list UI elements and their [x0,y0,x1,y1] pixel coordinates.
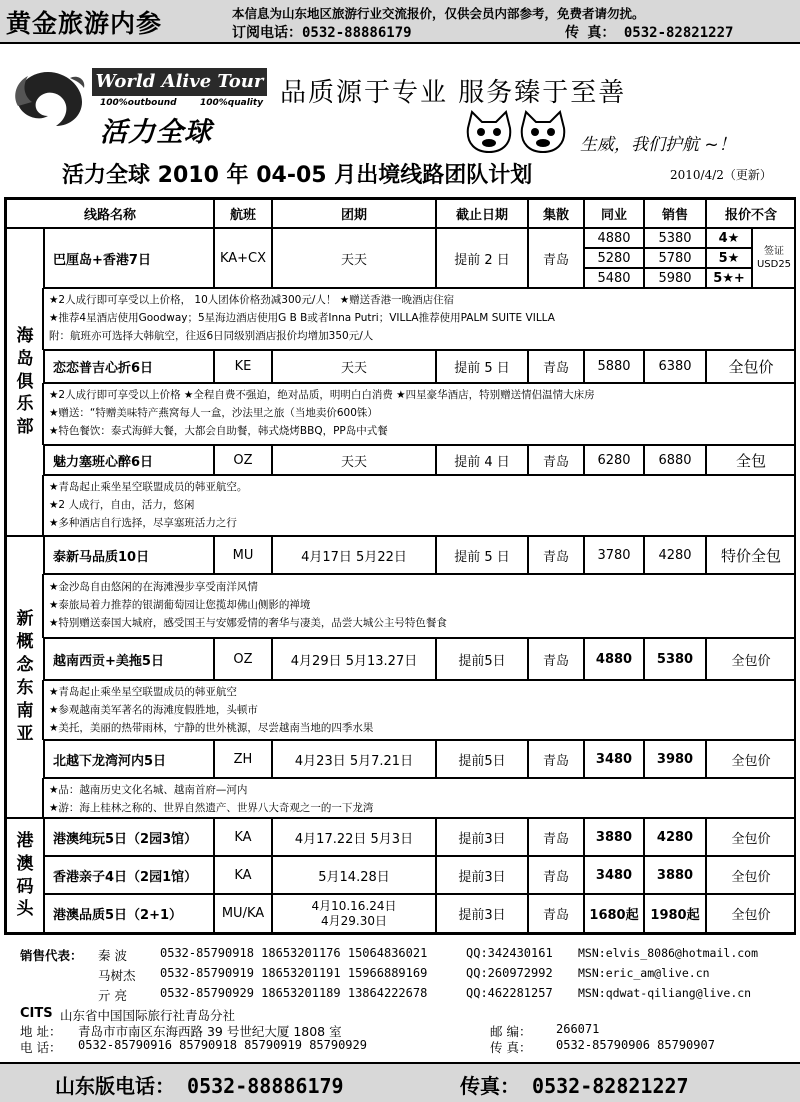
route-name: 巴厘岛+香港7日 [44,228,214,288]
route-notes [42,288,796,350]
deadline: 提前3日 [436,894,528,933]
plan-date: 2010/4/2（更新） [670,168,772,182]
tour-dates: 天天 [272,228,436,288]
logo-english-name: World Alive Tour [92,68,267,96]
hotel-star: 4★ [706,228,752,248]
note-line: ★多种酒店自行选择，尽享塞班活力之行 [49,517,237,529]
note-line: ★品：越南历史文化名城、越南首府—河内 [49,784,248,796]
price-excl: 全包价 [706,638,796,680]
cits-name: 山东省中国国际旅行社青岛分社 [60,1008,236,1023]
route-name: 香港亲子4日（2园1馆） [44,856,214,894]
group-island-club: 海岛俱乐部 [6,228,44,536]
rep-qq: QQ:462281257 [466,986,553,1000]
sale-price: 6380 [644,350,706,383]
price-excl: 全包价 [706,818,796,856]
route-notes [42,680,796,740]
sale-price: 4280 [644,536,706,574]
hotel-star: 5★ [706,248,752,268]
rep-name: 秦 波 [98,948,127,963]
price-excl: 全包 [706,445,796,475]
rep-name: 亓 亮 [98,988,127,1003]
company-slogan: 品质源于专业 服务臻于至善 [280,78,627,108]
flight: KE [214,350,272,383]
deadline: 提前 4 日 [436,445,528,475]
rep-phones: 0532-85790919 18653201191 15966889169 [160,966,428,980]
hub-city: 青岛 [528,228,584,288]
col-header-excl: 报价不含 [706,199,796,228]
bottom-fax: 传真： 0532-82821227 [460,1074,689,1098]
deadline: 提前 5 日 [436,350,528,383]
note-line: ★美托，美丽的热带雨林，宁静的世外桃源，尽尝越南当地的四季水果 [49,722,374,734]
zip-code: 266071 [556,1022,600,1036]
logo-tag-quality: 100%quality [200,98,264,108]
trade-price: 5880 [584,350,644,383]
sale-price: 3880 [644,856,706,894]
sale-price: 5380 [644,638,706,680]
rep-msn: MSN:eric_am@live.cn [578,966,710,980]
hub-city: 青岛 [528,894,584,933]
tour-dates: 5月14.28日 [272,856,436,894]
sale-price: 4280 [644,818,706,856]
tour-dates-line1: 4月10.16.24日 [311,898,397,913]
member-notice: 本信息为山东地区旅游行业交流报价，仅供会员内部参考，免费者请勿扰。 [232,6,645,21]
top-banner [0,0,800,44]
col-header-dates: 团期 [272,199,436,228]
note-line: ★参观越南美军著名的海滩度假胜地，头顿市 [49,704,258,716]
trade-price: 1680起 [584,894,644,933]
price-excl: 全包价 [706,894,796,933]
hub-city: 青岛 [528,445,584,475]
note-line: ★推荐4星酒店使用Goodway；5星海边酒店使用G B B或者Inna Putri；VILLA推荐使用PALM SUITE VILLA [49,312,555,324]
flight: KA [214,818,272,856]
note-line: ★游：海上桂林之称的、世界自然遗产、世界八大奇观之一的一下龙湾 [49,802,374,814]
visa-note: 签证 USD25 [752,228,796,288]
sale-price: 5780 [644,248,706,268]
rep-name: 马树杰 [98,968,136,983]
trade-price: 5480 [584,268,644,288]
deadline: 提前3日 [436,818,528,856]
col-header-sale: 销售 [644,199,706,228]
plan-title: 活力全球 2010 年 04-05 月出境线路团队计划 [62,163,533,188]
trade-price: 6280 [584,445,644,475]
tour-dates: 4月17.22日 5月3日 [272,818,436,856]
note-line: ★青岛起止乘坐星空联盟成员的韩亚航空 [49,686,237,698]
note-line: ★青岛起止乘坐星空联盟成员的韩亚航空。 [49,481,248,493]
cartoon-cats-icon [462,108,572,156]
route-notes [42,574,796,638]
note-line: ★2人成行即可享受以上价格 ★全程自费不强迫，绝对品质，明明白白消费 ★四星豪华酒店，特别赠送情侣温情大床房 [49,389,595,401]
deadline: 提前3日 [436,856,528,894]
footer-fax-label: 传 真： [490,1040,532,1055]
trade-price: 5280 [584,248,644,268]
note-line: ★特别赠送泰国大城府，感受国王与安娜爱情的奢华与凄美，品尝大城公主号特色餐食 [49,617,447,629]
brand-title: 黄金旅游内参 [6,9,163,38]
hotel-star: 5★+ [706,268,752,288]
order-phone: 订阅电话：0532-88886179 [232,25,412,41]
tour-dates: 4月29日 5月13.27日 [272,638,436,680]
price-excl: 全包价 [706,856,796,894]
cits-label: CITS [20,1006,53,1021]
tour-dates [272,894,436,933]
route-notes [42,383,796,445]
deadline: 提前5日 [436,638,528,680]
deadline: 提前5日 [436,740,528,778]
flight: OZ [214,638,272,680]
flight: ZH [214,740,272,778]
bottom-banner [0,1062,800,1102]
col-header-flight: 航班 [214,199,272,228]
route-name: 北越下龙湾河内5日 [44,740,214,778]
trade-price: 3880 [584,818,644,856]
logo-chinese-name: 活力全球 [100,117,212,148]
route-name: 港澳品质5日（2+1） [44,894,214,933]
rep-msn: MSN:qdwat-qiliang@live.cn [578,986,752,1000]
note-line: ★泰旅局着力推荐的银湖葡萄园让您揽却佛山侧影的禅境 [49,599,311,611]
swirl-logo-icon [8,66,88,134]
trade-price: 4880 [584,228,644,248]
col-header-deadline: 截止日期 [436,199,528,228]
hub-city: 青岛 [528,350,584,383]
route-name: 恋恋普吉心折6日 [44,350,214,383]
sale-price: 5380 [644,228,706,248]
trade-price: 3480 [584,740,644,778]
price-excl: 特价全包 [706,536,796,574]
flight: MU [214,536,272,574]
group-southeast-asia: 新概念东南亚 [6,536,44,818]
rep-phones: 0532-85790929 18653201189 13864222678 [160,986,428,1000]
sale-price: 1980起 [644,894,706,933]
route-notes [42,475,796,536]
bottom-phone: 山东版电话： 0532-88886179 [55,1074,344,1098]
price-excl: 全包价 [706,740,796,778]
note-line: ★2人成行即可享受以上价格， 10人团体价格劲减300元/人！ ★赠送香港一晚酒店住宿 [49,294,455,306]
logo-tag-outbound: 100%outbound [100,98,177,108]
tour-dates: 4月17日 5月22日 [272,536,436,574]
note-line: ★2 人成行，自由，活力，悠闲 [49,499,195,511]
deadline: 提前 5 日 [436,536,528,574]
sale-price: 6880 [644,445,706,475]
hub-city: 青岛 [528,856,584,894]
col-header-route: 线路名称 [6,199,214,228]
sales-label: 销售代表： [20,948,83,963]
hub-city: 青岛 [528,818,584,856]
hub-city: 青岛 [528,638,584,680]
rep-qq: QQ:260972992 [466,966,553,980]
route-name: 港澳纯玩5日（2园3馆） [44,818,214,856]
zip-label: 邮 编： [490,1024,532,1039]
tel-label: 电 话： [20,1040,62,1055]
deadline: 提前 2 日 [436,228,528,288]
header-fax: 传 真： 0532-82821227 [565,25,734,41]
col-header-hub: 集散 [528,199,584,228]
sale-price: 3980 [644,740,706,778]
flight: KA [214,856,272,894]
tour-dates: 4月23日 5月7.21日 [272,740,436,778]
rep-msn: MSN:elvis_8086@hotmail.com [578,946,759,960]
hub-city: 青岛 [528,740,584,778]
rep-phones: 0532-85790918 18653201176 15064836021 [160,946,428,960]
address-label: 地 址： [20,1024,62,1039]
route-name: 泰新马品质10日 [44,536,214,574]
price-excl: 全包价 [706,350,796,383]
col-header-trade: 同业 [584,199,644,228]
group-hk-macau: 港澳码头 [6,818,44,933]
sale-price: 5980 [644,268,706,288]
hub-city: 青岛 [528,536,584,574]
address: 青岛市市南区东海西路 39 号世纪大厦 1808 室 [78,1024,342,1039]
note-line: 附：航班亦可选择大韩航空，往返6日同级别酒店报价均增加350元/人 [49,330,374,342]
note-line: ★金沙岛自由悠闲的在海滩漫步享受南洋风情 [49,581,258,593]
tour-dates-line2: 4月29.30日 [321,913,387,928]
note-line: ★赠送：“特赠美味特产燕窝每人一盒，沙法里之旅（当地卖价600铢） [49,407,378,419]
route-name: 魅力塞班心醉6日 [44,445,214,475]
rep-qq: QQ:342430161 [466,946,553,960]
trade-price: 3480 [584,856,644,894]
trade-price: 4880 [584,638,644,680]
flight: OZ [214,445,272,475]
flight: MU/KA [214,894,272,933]
route-notes [42,778,796,818]
tour-dates: 天天 [272,350,436,383]
trade-price: 3780 [584,536,644,574]
footer-fax-numbers: 0532-85790906 85790907 [556,1038,715,1052]
tel-numbers: 0532-85790916 85790918 85790919 85790929 [78,1038,367,1052]
cat-slogan: 生威，我们护航 ~！ [580,135,736,155]
route-name: 越南西贡+美拖5日 [44,638,214,680]
flight: KA+CX [214,228,272,288]
tour-dates: 天天 [272,445,436,475]
note-line: ★特色餐饮：泰式海鲜大餐，大都会自助餐，韩式烧烤BBQ，PP岛中式餐 [49,425,388,437]
